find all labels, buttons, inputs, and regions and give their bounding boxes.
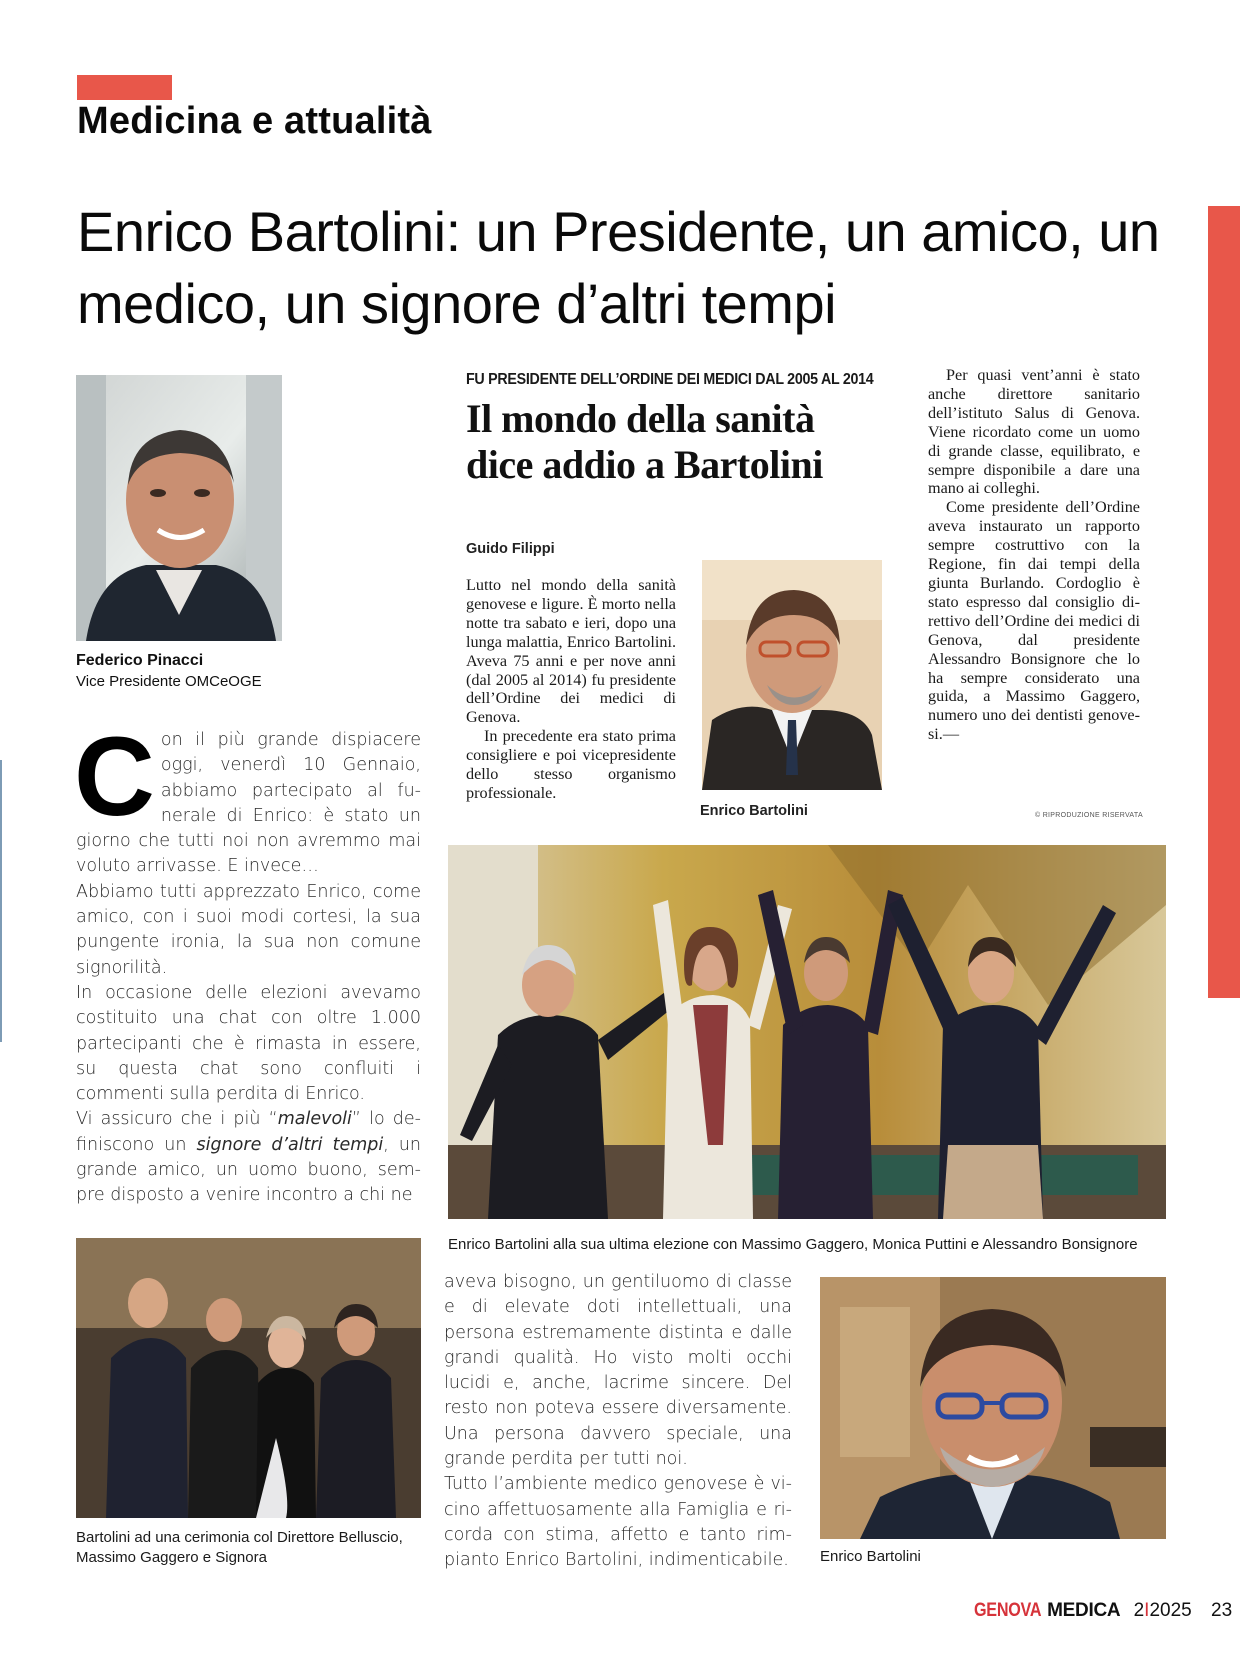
portrait-photo (820, 1277, 1166, 1539)
election-photo-caption: Enrico Bartolini alla sua ultima elezione con Massimo Gaggero, Monica Puttini e Alessandro Bonsignore (448, 1236, 1138, 1253)
section-title: Medicina e attualità (77, 100, 432, 142)
clipping-paragraph: Per quasi vent’anni è stato anche direttore sanitario dell’istituto Salus di Genova. Viene ricordato come un uomo di grande classe, equilibrato, e sempre disponibile a dare una mano ai colleghi. (928, 366, 1140, 498)
clipping-column-1 (466, 576, 676, 803)
article-paragraph (76, 1107, 421, 1208)
author-name: Federico Pinacci (76, 652, 204, 669)
dropcap: C (74, 714, 155, 839)
article-paragraph: In occasione delle elezioni avevamo costituito una chat con oltre 1.000 partecipanti che è rimasta in essere, su questa chat sono confluiti i commenti sulla perdita di Enrico. (76, 982, 421, 1105)
article-paragraph: on il più grande dispiacere oggi, venerdì 10 Gennaio, abbiamo partecipato al funerale di Enrico: è stato un giorno che tutti noi non avremmo mai voluto arrivasse. E invece… (76, 730, 421, 877)
emphasis-text: signore d’altri tempi (196, 1134, 384, 1155)
text-run: , un grande amico, un uomo buono, sempre disposto a venire incontro a chi ne (76, 1134, 422, 1206)
article-column-2 (444, 1270, 792, 1574)
issue-separator: I (1144, 1600, 1150, 1621)
clipping-rights-notice: © RIPRODUZIONE RISERVATA (1035, 812, 1143, 819)
ceremony-photo (76, 1238, 421, 1518)
clipping-paragraph: Lutto nel mondo della sanità genovese e ligure. È morto nella notte tra sabato e ieri, dopo una lunga malattia, Enrico Bartolini. Aveva 75 anni e per nove anni (dal 2005 al 2014) fu presidente dell’Ordine dei medici di Genova. (466, 576, 676, 727)
article-column-1 (74, 714, 422, 1209)
section-accent-bar (77, 75, 172, 100)
page-footer (974, 1600, 1232, 1622)
portrait-photo-caption: Enrico Bartolini (820, 1548, 921, 1565)
article-paragraph: aveva bisogno, un gentiluomo di classe e di elevate doti intellettuali, una persona estremamente distinta e dalle grandi qualità. Ho visto molti occhi lucidi e, anche, lacrime sincere. Del resto non poteva essere diversamente. Una persona davvero speciale, una grande perdita per tutti noi. (444, 1272, 792, 1470)
clipping-paragraph: Come presidente dell’Ordine aveva instaurato un rapporto sempre costruttivo con la Regione, fin dai tempi della giunta Burlando. Cordoglio è stato espresso dal consiglio direttivo dell’Ordine dei medici di Genova, dal presidente Alessandro Bonsignore che lo ha sempre considerato una guida, a Massimo Gaggero, numero uno dei dentisti genovesi.— (928, 498, 1140, 744)
article-headline: Enrico Bartolini: un Presidente, un amico, un medico, un signore d’altri tempi (77, 200, 1160, 335)
article-paragraph: Abbiamo tutti apprezzato Enrico, come amico, con i suoi modi cortesi, la sua pungente ironia, la sua non comune signorilità. (76, 881, 421, 978)
brand-name-red: GENOVA (974, 1600, 1042, 1621)
emphasis-text: malevoli (277, 1109, 352, 1130)
page-number: 23 (1211, 1600, 1233, 1621)
issue-year: 2025 (1149, 1600, 1192, 1621)
author-photo (76, 375, 282, 641)
clipping-column-3 (928, 366, 1140, 744)
issue-number (1134, 1600, 1192, 1621)
clipping-title (466, 396, 823, 488)
page-edge-line (0, 760, 2, 1042)
clipping-paragraph: In precedente era stato prima consigliere e poi vicepresidente dello stesso organismo professionale. (466, 727, 676, 802)
clipping-photo (702, 560, 882, 790)
text-run: Vi assicuro che i più “ (76, 1109, 278, 1130)
clipping-kicker: FU PRESIDENTE DELL’ORDINE DEI MEDICI DAL 2005 AL 2014 (466, 371, 874, 388)
brand-name-black: MEDICA (1047, 1600, 1121, 1621)
clipping-photo-caption: Enrico Bartolini (700, 803, 808, 819)
clipping-title-line: Il mondo della sanità (466, 396, 815, 441)
issue-num: 2 (1133, 1600, 1145, 1621)
page-edge-tab (1208, 206, 1240, 998)
election-photo (448, 845, 1166, 1219)
ceremony-photo-caption: Bartolini ad una cerimonia col Direttore Belluscio, Massimo Gaggero e Signora (76, 1529, 403, 1566)
clipping-byline: Guido Filippi (466, 541, 555, 557)
author-role: Vice Presidente OMCeOGE (76, 673, 262, 690)
article-paragraph: Tutto l’ambiente medico genovese è vicino affettuosamente alla Famiglia e ricorda con stima, affetto e tanto rimpianto Enrico Bartolini, indimenticabile. (444, 1474, 792, 1571)
clipping-title-line: dice addio a Bartolini (466, 442, 823, 487)
text-run: ” lo definiscono un (76, 1109, 421, 1155)
